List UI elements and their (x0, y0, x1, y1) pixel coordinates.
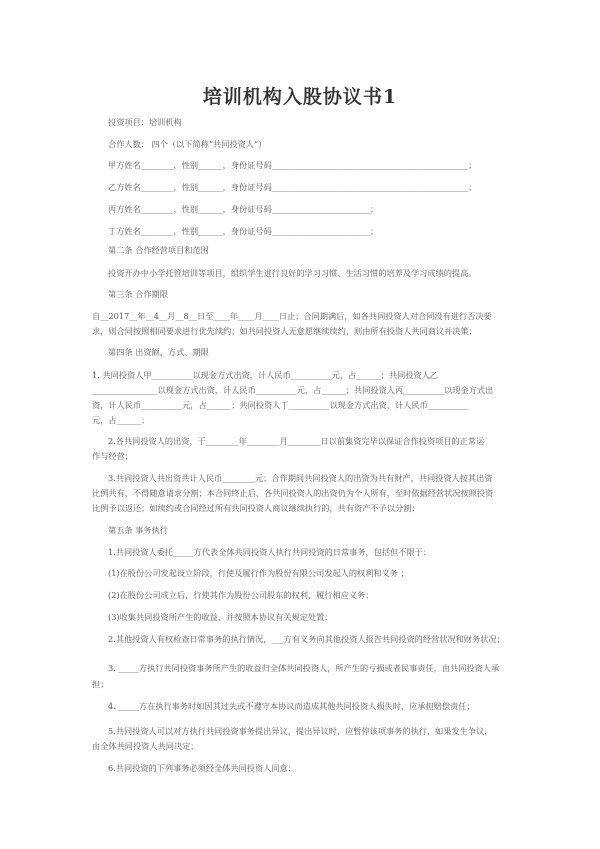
article-5-para-6: 6.共同投资的下列事务必须经全体共同投资人同意： (108, 763, 296, 773)
article-5-para-2: 2.其他投资人有权检查日常事务的执行情况，___方有义务向其他投资人报告共同投资的经营状况和财务状况； (108, 634, 505, 644)
article-5-para-3-line-1: 3. _____方执行共同投资事务所产生的收益归全体共同投资人，所产生的亏损或者民事责任，由共同投资人承 (108, 663, 500, 673)
project-line: 投资项目：培训机构 (108, 117, 182, 127)
article-4-line-3: 资，计人民币__________元，占______；共同投资人丁__________以现金方式出资，计人民币__________ (92, 400, 469, 410)
article-4-para-2-line-2: 作与经营； (92, 451, 133, 461)
article-4-line-2: ________________以现金方式出资，计人民币__________元，占______；共同投资人丙__________以现金方式出 (92, 385, 494, 395)
article-5-para-5-line-1: 5.共同投资人可以对方执行共同投资事务提出异议，提出异议时，应暂停该项事务的执行，如果发生争议， (108, 726, 493, 736)
article-5-para-1: 1.共同投资人委托_____方代表全体共同投资人执行共同投资的日常事务，包括但不限于： (108, 547, 432, 557)
article-4-para-3-line-2: 比例共有，不得随意请求分割；本合同终止后，各共同投资人的出资仍为个人所有，至时依据经营状况按照投资 (92, 488, 494, 498)
page-title: 培训机构入股协议书1 (202, 86, 398, 108)
article-5-item-2: (2)在股份公司成立后，行使其作为股份公司股东的权利，履行相应义务； (108, 590, 374, 600)
article-4-heading: 第四条 出资额、方式、期限 (108, 347, 209, 357)
article-4-para-3-line-1: 3.共同投资人共出资共计人民币________元；合作期间共同投资人的出资为共有财产，共同投资人按其出资 (108, 473, 493, 483)
article-2-heading: 第二条 合作经营项目和范围 (108, 245, 209, 255)
article-5-para-4: 4. _____方在执行事务时如因其过失或不遵守本协议而造成其他共同投资人损失时，应承担赔偿责任； (108, 701, 475, 711)
article-3-heading: 第三条 合作期限 (108, 289, 168, 299)
article-5-heading: 第五条 事务执行 (108, 525, 168, 535)
article-2-body: 投资开办中小学托管培训等项目，组织学生进行良好的学习习惯、生活习惯的培养及学习成绩的提高。 (108, 268, 477, 278)
article-5-para-3-line-2: 担； (92, 679, 109, 689)
partners-line: 合作人数： 四个（以下简称“共同投资人”） (108, 139, 267, 149)
article-5-para-5-line-2: 由全体共同投资人共同决定； (92, 741, 199, 751)
party-a-line: 甲方姓名________，性别______，身份证号码________________________________________________； (108, 160, 477, 170)
article-3-line-2: 求，则合同按照相同要求进行优先续约；如共同投资人无意愿继续续约，则由所有投资人共同商议并决策； (92, 326, 477, 336)
article-5-item-1: (1)在股份公司发起设立阶段，行使及履行作为股份有限公司发起人的权利和义务 ； (108, 568, 409, 578)
article-3-line-1: 自__2017__年__4__月__8__日至____年____月____日止；合同期满后，如各共同投资人对合同没有进行否决要 (92, 311, 492, 321)
article-5-item-3: (3)收集共同投资所产生的收益，并按照本协议有关规定处置； (108, 612, 333, 622)
party-b-line: 乙方姓名________，性别______，身份证号码________________________________________________； (108, 182, 477, 192)
article-4-line-4: 元，占______； (92, 415, 150, 425)
article-4-para-3-line-3: 比例予以返还；如续约或合同经过所有共同投资人商议继续执行的，共有资产不予以分割； (92, 503, 420, 513)
article-4-line-1: 1. 共同投资人甲__________以现金方式出资，计人民币__________元，占______；共同投资人乙 (92, 370, 439, 380)
party-d-line: 丁方姓名________，性别______，身份证号码________________________； (108, 226, 379, 236)
article-4-para-2-line-1: 2.各共同投资人的出资，于________年________月________日以前集资完毕以保证合作投资项目的正常运 (108, 436, 485, 446)
party-c-line: 丙方姓名________，性别______，身份证号码________________________； (108, 204, 379, 214)
